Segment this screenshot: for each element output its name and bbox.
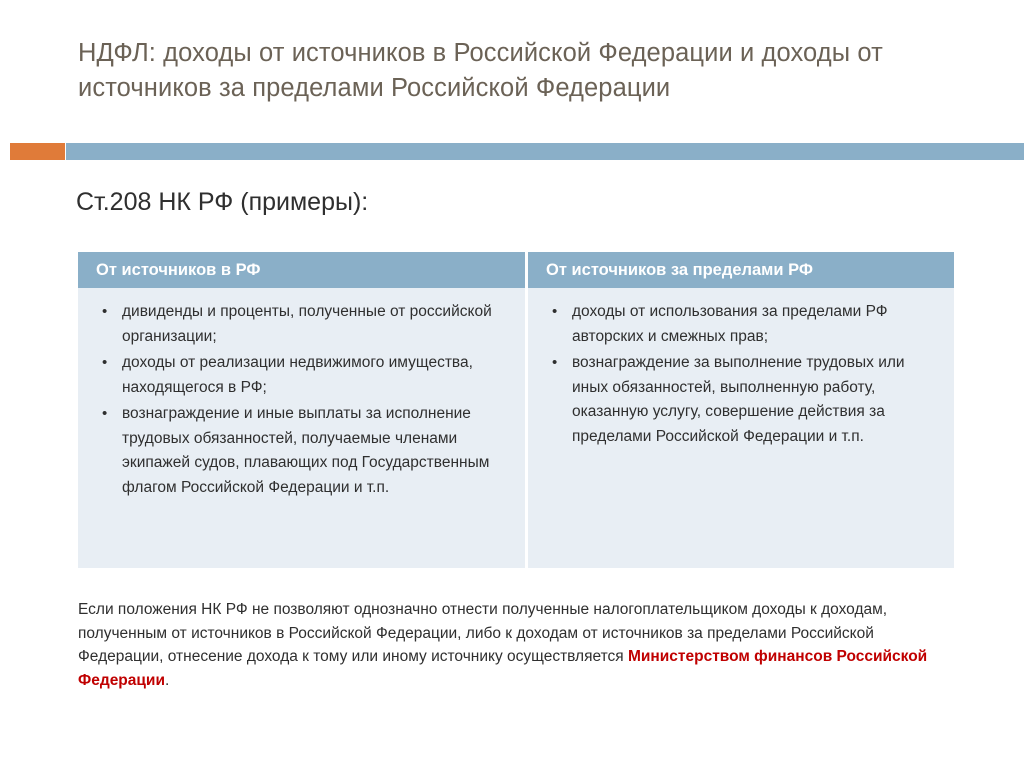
list-item: • доходы от реализации недвижимого имущества, находящегося в РФ; [96,351,511,400]
table-header-cell-foreign: От источников за пределами РФ [528,252,954,288]
accent-bar [0,143,1024,160]
footnote-paragraph [78,598,958,692]
footnote-text-part2: . [164,671,170,689]
list-item: • вознаграждение за выполнение трудовых или иных обязанностей, выполненную работу, оказанную услугу, совершение действия за пределами Российской Федерации и т.п. [546,351,940,449]
accent-bar-blue [66,143,1024,160]
accent-bar-orange [10,143,65,160]
table-cell-foreign [528,288,954,568]
footnote-highlight: Министерством финансов Российской Федерации [78,648,928,689]
list-item: • доходы от использования за пределами РФ авторских и смежных прав; [546,300,940,349]
bullet-list-foreign [546,300,940,449]
page-title: НДФЛ: доходы от источников в Российской Федерации и доходы от источников за пределами Российской Федерации [78,39,883,102]
section-subtitle: Ст.208 НК РФ (примеры): [76,188,369,216]
table-header-cell-domestic: От источников в РФ [78,252,528,288]
table-header-row [78,252,954,288]
comparison-table [78,252,954,568]
table-cell-domestic [78,288,528,568]
bullet-list-domestic [96,300,511,500]
list-item: • вознаграждение и иные выплаты за исполнение трудовых обязанностей, получаемые членами экипажей судов, плавающих под Государственным флагом Российской Федерации и т.п. [96,402,511,500]
table-body-row [78,288,954,568]
list-item: • дивиденды и проценты, полученные от российской организации; [96,300,511,349]
footnote-text-part1: Если положения НК РФ не позволяют однозначно отнести полученные налогоплательщиком доходы к доходам, полученным от источников в Российской Федерации, либо к доходам от источников за пределами Российской Федерации, отнесение дохода к тому или иному источнику осуществляется [78,601,888,665]
